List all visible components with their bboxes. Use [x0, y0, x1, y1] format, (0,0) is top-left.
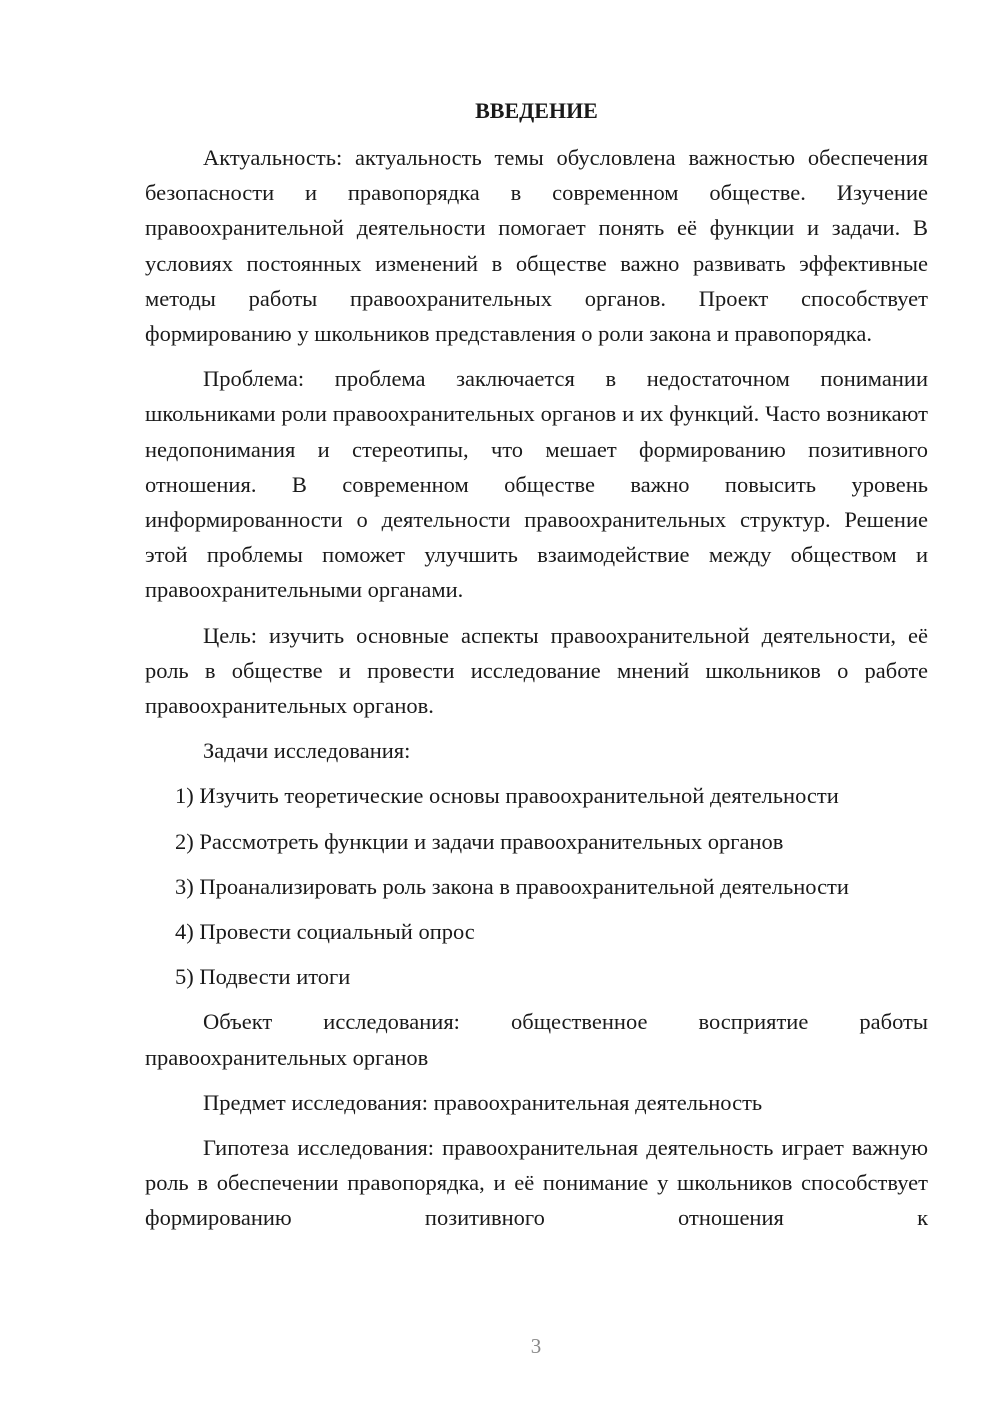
paragraph-problem: Проблема: проблема заключается в недостаточном понимании школьниками роли правоохранительных органов и их функций. Часто возникают недопонимания и стереотипы, что мешает формированию позитивного отношения. В современном обществе важно повысить уровень информированности о деятельности правоохранительных структур. Решение этой проблемы поможет улучшить взаимодействие между обществом и правоохранительными органами.: [145, 366, 928, 603]
task-item-3: 3) Проанализировать роль закона в правоохранительной деятельности: [175, 873, 849, 899]
task-item-2: 2) Рассмотреть функции и задачи правоохранительных органов: [175, 828, 784, 854]
paragraph-tasks-title: Задачи исследования:: [203, 738, 411, 764]
page-number: 3: [530, 1334, 542, 1358]
task-item-4: 4) Провести социальный опрос: [175, 919, 475, 945]
document-body: [145, 140, 928, 1236]
paragraph-relevance: Актуальность: актуальность темы обусловлена важностью обеспечения безопасности и правопорядка в современном обществе. Изучение правоохранительной деятельности помогает понять её функции и задачи. В условиях постоянных изменений в обществе важно развивать эффективные методы работы правоохранительных органов. Проект способствует формированию у школьников представления о роли закона и правопорядка.: [145, 145, 928, 347]
task-item-1: 1) Изучить теоретические основы правоохранительной деятельности: [175, 783, 839, 809]
task-item-5: 5) Подвести итоги: [175, 964, 351, 990]
paragraph-subject: Предмет исследования: правоохранительная деятельность: [203, 1089, 763, 1115]
paragraph-object: Объект исследования: общественное восприятие работы правоохранительных органов: [145, 1009, 928, 1070]
section-heading: ВВЕДЕНИЕ: [475, 98, 598, 123]
paragraph-hypothesis: Гипотеза исследования: правоохранительная деятельность играет важную роль в обеспечении правопорядка, и её понимание у школьников способствует формированию позитивного отношения к: [145, 1135, 928, 1231]
paragraph-goal: Цель: изучить основные аспекты правоохранительной деятельности, её роль в обществе и провести исследование мнений школьников о работе правоохранительных органов.: [145, 622, 928, 719]
